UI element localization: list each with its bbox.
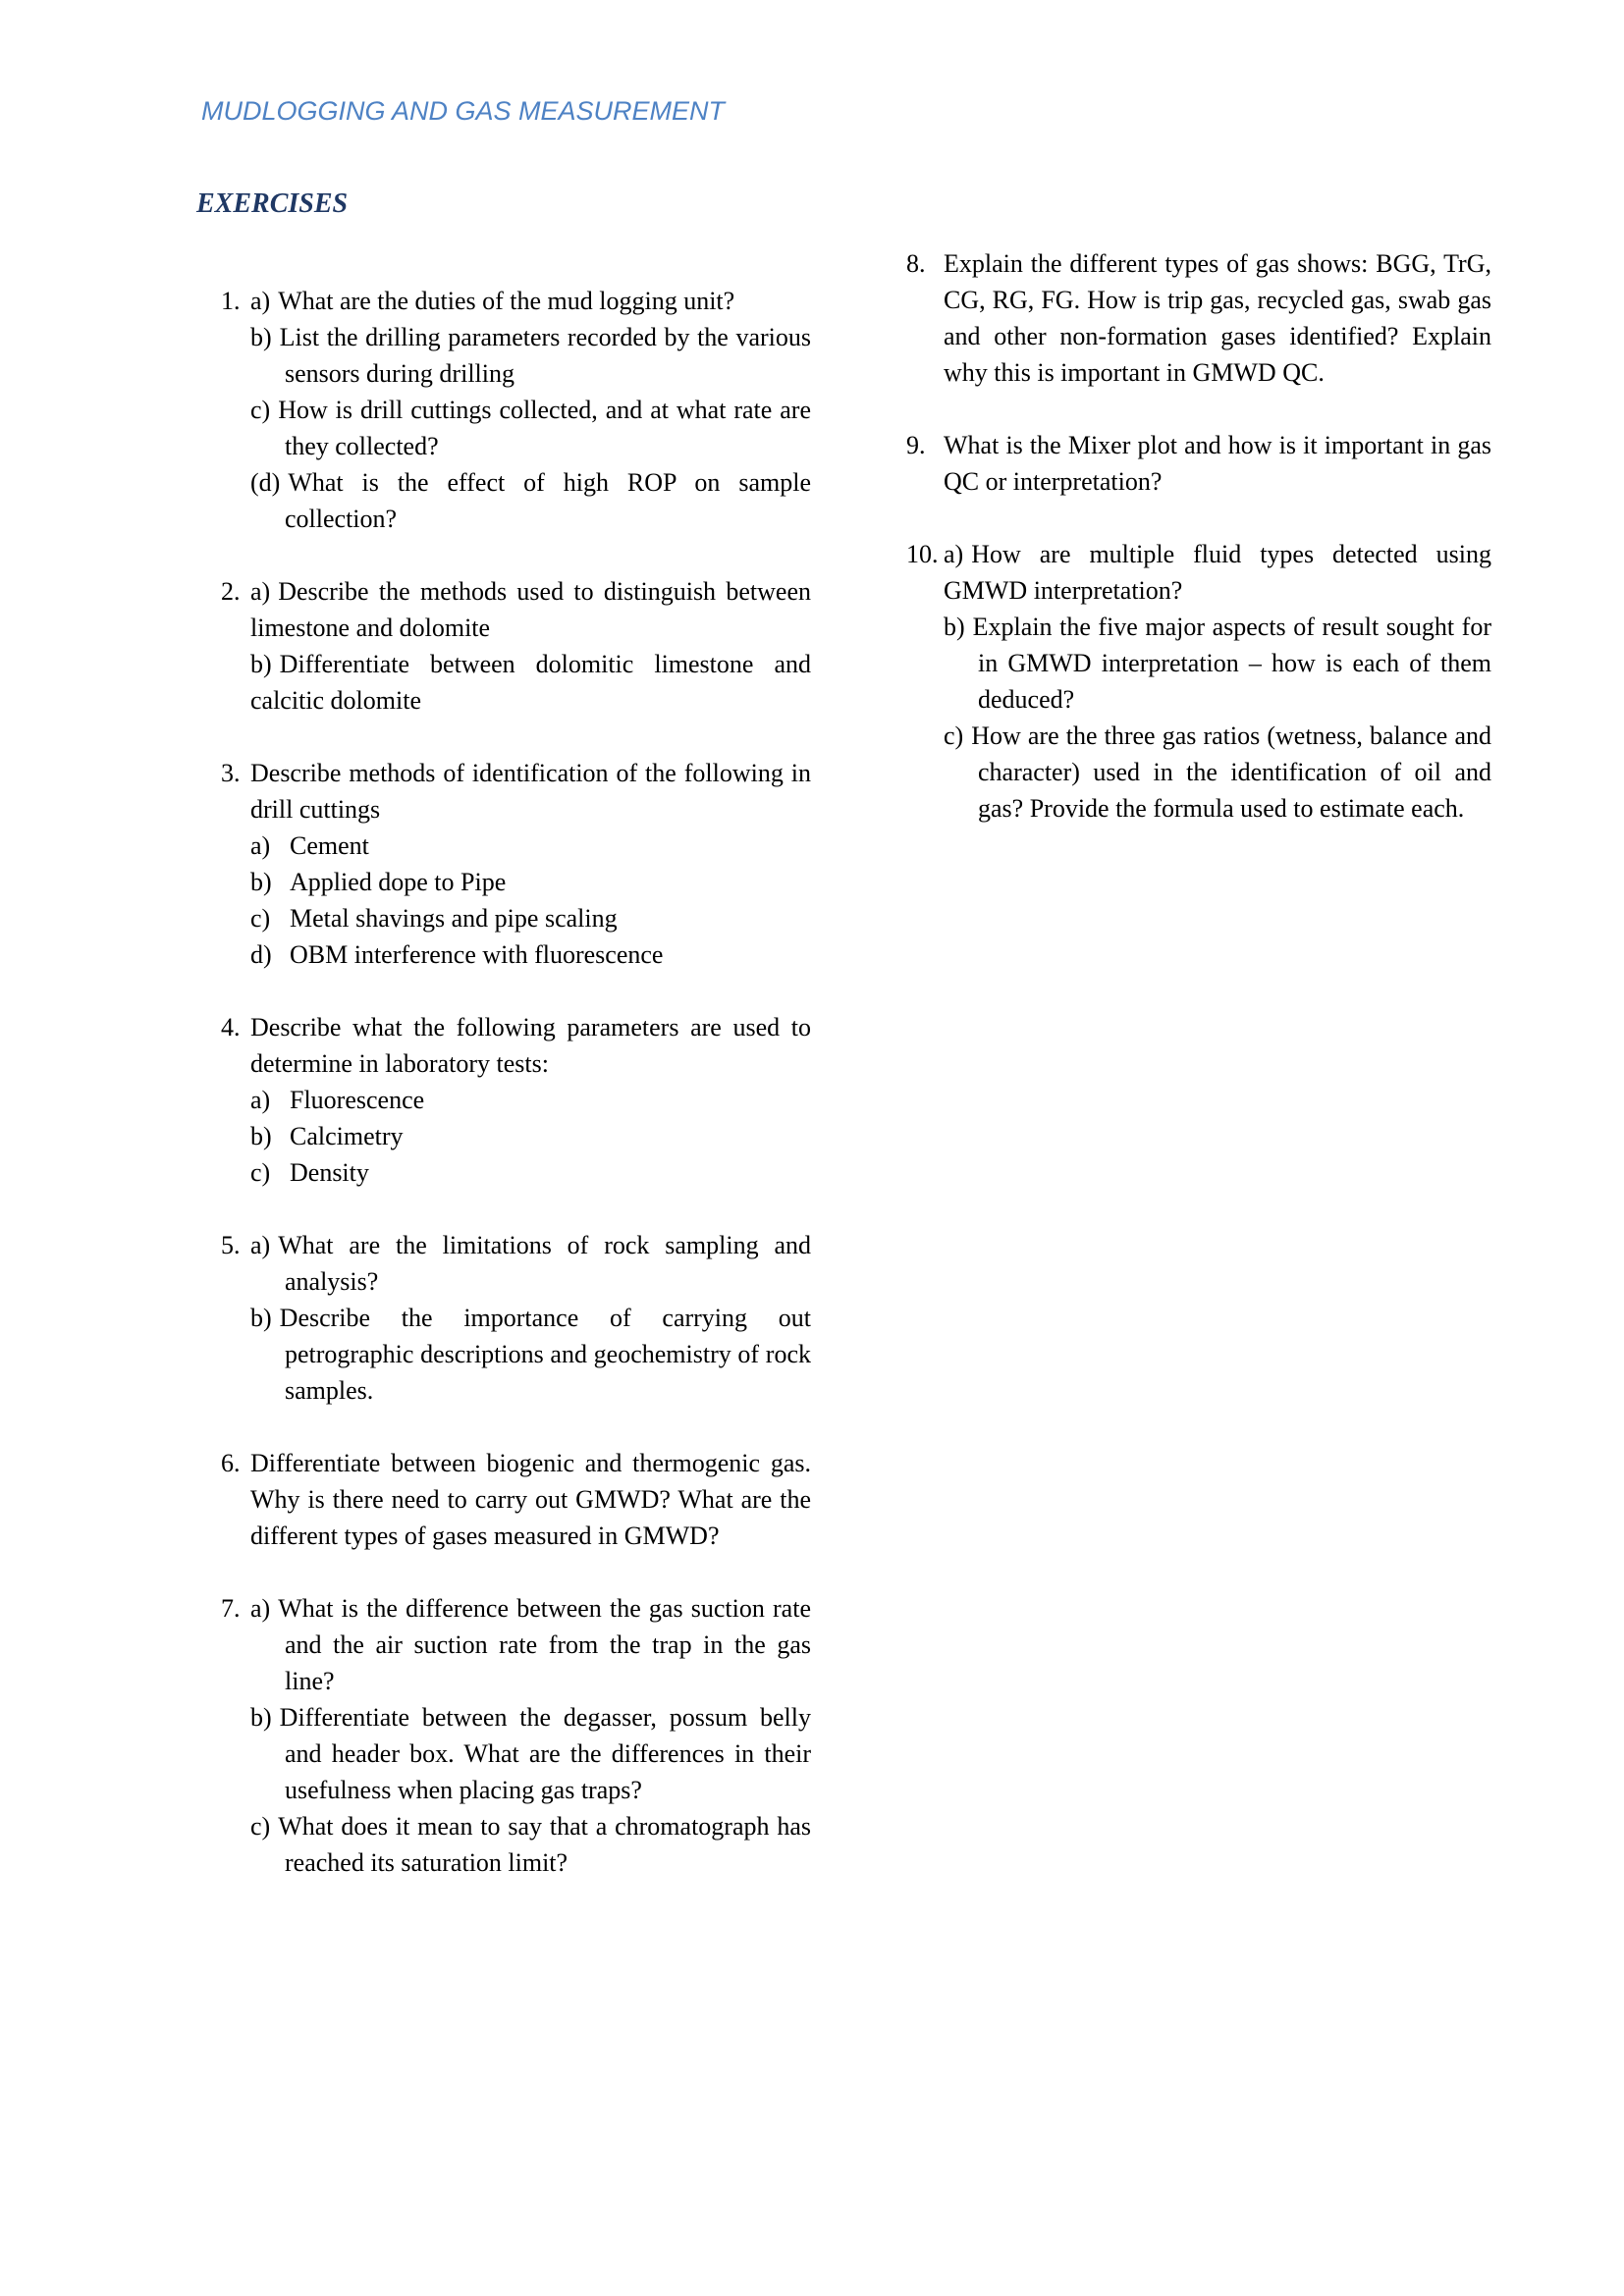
question-4-lead: Describe what the following parameters are used to determine in laboratory tests: xyxy=(250,1013,811,1078)
part-text: What is the difference between the gas suction rate and the air suction rate from the trap in the gas line? xyxy=(278,1594,811,1695)
question-5-part-a xyxy=(250,1227,811,1300)
question-4-item-c xyxy=(250,1154,811,1191)
question-8 xyxy=(906,245,1491,391)
part-label: c) xyxy=(250,396,271,424)
question-9-number: 9. xyxy=(906,431,926,459)
question-7-part-b xyxy=(250,1699,811,1808)
question-7 xyxy=(221,1590,811,1881)
list-item-label: b) xyxy=(250,868,272,896)
list-item-label: d) xyxy=(250,940,272,969)
right-column xyxy=(906,245,1491,863)
part-label: c) xyxy=(944,721,964,750)
question-9 xyxy=(906,427,1491,500)
question-7-part-a xyxy=(250,1590,811,1699)
list-item-text: OBM interference with fluorescence xyxy=(290,940,664,969)
list-item-label: c) xyxy=(250,904,271,933)
part-text: Describe the methods used to distinguish between limestone and dolomite xyxy=(250,577,811,642)
part-label: a) xyxy=(250,1594,271,1623)
question-2-number: 2. xyxy=(221,577,241,606)
question-10 xyxy=(906,536,1491,827)
question-7-part-c xyxy=(250,1808,811,1881)
part-text: List the drilling parameters recorded by the various sensors during drilling xyxy=(279,323,811,388)
list-item-text: Calcimetry xyxy=(290,1122,404,1150)
part-text: Differentiate between dolomitic limestone and calcitic dolomite xyxy=(250,650,811,715)
part-text: What are the duties of the mud logging unit? xyxy=(278,287,735,315)
question-3-number: 3. xyxy=(221,759,241,787)
part-label: a) xyxy=(250,287,271,315)
question-1 xyxy=(221,283,811,537)
question-10-number: 10. xyxy=(906,540,939,568)
list-item-label: b) xyxy=(250,1122,272,1150)
list-item-text: Density xyxy=(290,1158,369,1187)
part-text: How is drill cuttings collected, and at what rate are they collected? xyxy=(278,396,811,460)
list-item-text: Applied dope to Pipe xyxy=(290,868,507,896)
question-9-lead: What is the Mixer plot and how is it important in gas QC or interpretation? xyxy=(944,431,1491,496)
question-4-item-a xyxy=(250,1082,811,1118)
list-item-label: c) xyxy=(250,1158,271,1187)
list-item-text: Cement xyxy=(290,831,369,860)
part-text: Explain the five major aspects of result sought for in GMWD interpretation – how is each of them deduced? xyxy=(972,613,1491,714)
question-1-part-d xyxy=(250,464,811,537)
question-8-number: 8. xyxy=(906,249,926,278)
question-3-item-b xyxy=(250,864,811,900)
question-5-number: 5. xyxy=(221,1231,241,1259)
list-item-label: a) xyxy=(250,1086,271,1114)
part-label: b) xyxy=(250,323,272,351)
question-6 xyxy=(221,1445,811,1554)
part-label: c) xyxy=(250,1812,271,1841)
question-3-item-a xyxy=(250,828,811,864)
list-item-text: Metal shavings and pipe scaling xyxy=(290,904,618,933)
question-3-item-d xyxy=(250,936,811,973)
part-label: a) xyxy=(250,1231,271,1259)
question-6-lead: Differentiate between biogenic and thermogenic gas. Why is there need to carry out GMWD? What are the different types of gases measured in GMWD? xyxy=(250,1449,811,1550)
part-text: What are the limitations of rock sampling and analysis? xyxy=(278,1231,811,1296)
question-10-part-a xyxy=(944,536,1491,609)
question-10-part-c xyxy=(944,718,1491,827)
part-text: What does it mean to say that a chromatograph has reached its saturation limit? xyxy=(278,1812,811,1877)
left-column xyxy=(221,283,811,1917)
list-item-label: a) xyxy=(250,831,271,860)
question-5 xyxy=(221,1227,811,1409)
question-8-lead: Explain the different types of gas shows: BGG, TrG, CG, RG, FG. How is trip gas, recycled gas, swab gas and other non-formation gases identified? Explain why this is important in GMWD QC. xyxy=(944,249,1491,387)
question-2 xyxy=(221,573,811,719)
page-header: MUDLOGGING AND GAS MEASUREMENT xyxy=(201,96,726,126)
part-text: How are multiple fluid types detected using GMWD interpretation? xyxy=(944,540,1491,605)
section-title: EXERCISES xyxy=(196,188,349,219)
part-label: b) xyxy=(250,1304,272,1332)
part-label: b) xyxy=(250,1703,272,1732)
question-6-number: 6. xyxy=(221,1449,241,1477)
question-1-part-b xyxy=(250,319,811,392)
question-4 xyxy=(221,1009,811,1191)
question-10-part-b xyxy=(944,609,1491,718)
question-4-number: 4. xyxy=(221,1013,241,1041)
list-item-text: Fluorescence xyxy=(290,1086,425,1114)
part-label: (d) xyxy=(250,468,281,497)
part-label: a) xyxy=(250,577,271,606)
part-text: What is the effect of high ROP on sample collection? xyxy=(285,468,811,533)
question-3 xyxy=(221,755,811,973)
question-1-part-c xyxy=(250,392,811,464)
question-3-item-c xyxy=(250,900,811,936)
part-text: Differentiate between the degasser, possum belly and header box. What are the differences in their usefulness when placing gas traps? xyxy=(279,1703,811,1804)
question-7-number: 7. xyxy=(221,1594,241,1623)
part-label: b) xyxy=(944,613,965,641)
part-text: Describe the importance of carrying out petrographic descriptions and geochemistry of rock samples. xyxy=(279,1304,811,1405)
part-label: b) xyxy=(250,650,272,678)
part-label: a) xyxy=(944,540,964,568)
question-2-part-b xyxy=(250,646,811,719)
question-4-item-b xyxy=(250,1118,811,1154)
question-1-number: 1. xyxy=(221,287,241,315)
question-5-part-b xyxy=(250,1300,811,1409)
part-text: How are the three gas ratios (wetness, balance and character) used in the identification of oil and gas? Provide the formula used to estimate each. xyxy=(971,721,1491,823)
question-2-part-a xyxy=(250,573,811,646)
question-3-lead: Describe methods of identification of the following in drill cuttings xyxy=(250,759,811,824)
question-1-part-a xyxy=(250,283,811,319)
